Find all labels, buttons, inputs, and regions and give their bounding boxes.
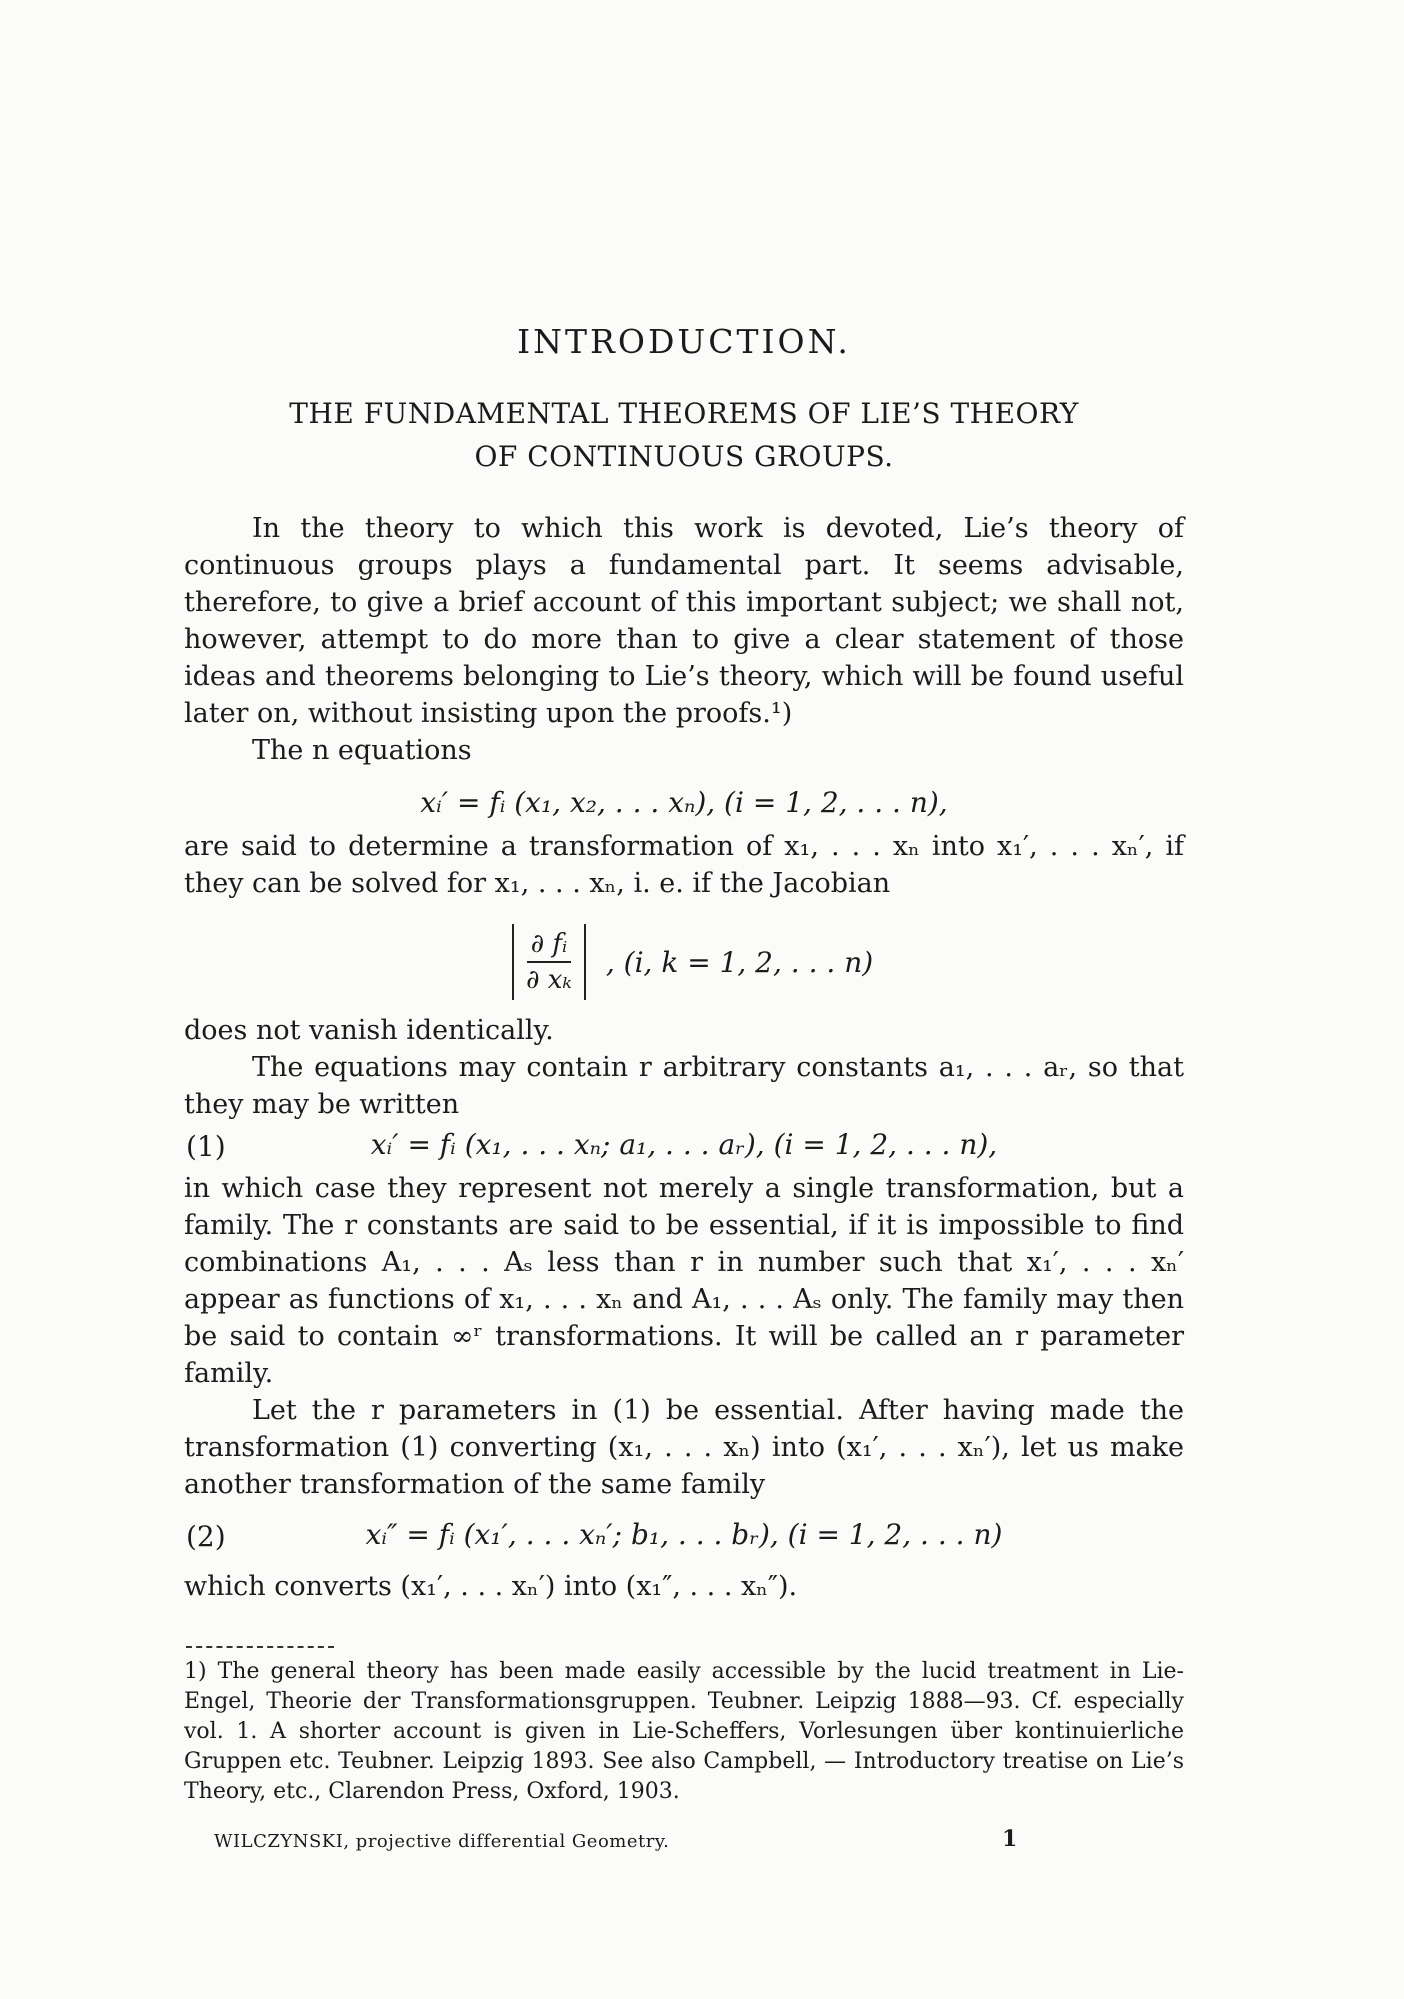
jacobian-denominator: ∂ xₖ bbox=[526, 965, 572, 995]
paragraph-5: The equations may contain r arbitrary constants a₁, . . . aᵣ, so that they may be written bbox=[184, 1052, 1184, 1120]
equation-2: xᵢ″ = fᵢ (x₁′, . . . xₙ′; b₁, . . . bᵣ), (i = 1, 2, . . . n) bbox=[365, 1518, 1003, 1551]
equation-1: xᵢ′ = fᵢ (x₁, . . . xₙ; a₁, . . . aᵣ), (i = 1, 2, . . . n), bbox=[370, 1128, 998, 1161]
paragraph-1: In the theory to which this work is devoted, Lie’s theory of continuous groups plays a fundamental part. It seems advisable, therefore, to give a brief account of this important subject; we shall not, however, attempt to do more than to give a clear statement of those ideas and theorems belonging to Lie’s theory, which will be found useful later on, without insisting upon the proofs.¹) bbox=[184, 513, 1184, 729]
paragraph-6: in which case they represent not merely a single transformation, but a family. The r constants are said to be essential, if it is impossible to find combinations A₁, . . . Aₛ less than r in number such that x₁′, . . . xₙ′ appear as functions of x₁, . . . xₙ and A₁, . . . Aₛ only. The family may then be said to contain ∞ʳ transformations. It will be called an r parameter family. bbox=[184, 1173, 1184, 1389]
equation-transformation: xᵢ′ = fᵢ (x₁, x₂, . . . xₙ), (i = 1, 2, . . . n), bbox=[420, 786, 948, 819]
jacobian-numerator: ∂ fᵢ bbox=[527, 927, 572, 963]
equation-number-1: (1) bbox=[186, 1130, 226, 1163]
jacobian-index-range: , (i, k = 1, 2, . . . n) bbox=[605, 945, 874, 979]
equation-number-2: (2) bbox=[186, 1520, 226, 1553]
chapter-subtitle bbox=[184, 392, 1184, 478]
subtitle-line-2: OF CONTINUOUS GROUPS. bbox=[474, 440, 894, 473]
jacobian-fraction bbox=[522, 927, 576, 997]
subtitle-line-1: THE FUNDAMENTAL THEOREMS OF LIE’S THEORY bbox=[289, 397, 1079, 430]
jacobian-determinant bbox=[512, 920, 873, 1004]
paragraph-2: The n equations bbox=[252, 735, 472, 766]
footnote-rule bbox=[186, 1646, 334, 1648]
footer-running-title: WILCZYNSKI, projective differential Geometry. bbox=[214, 1831, 670, 1852]
jacobian-bars bbox=[512, 924, 586, 1000]
paragraph-7: Let the r parameters in (1) be essential. After having made the transformation (1) converting (x₁, . . . xₙ) into (x₁′, . . . xₙ′), let us make another transformation of the same family bbox=[184, 1395, 1184, 1500]
paragraph-8: which converts (x₁′, . . . xₙ′) into (x₁″, . . . xₙ″). bbox=[184, 1571, 798, 1602]
footnote-1: 1) The general theory has been made easily accessible by the lucid treatment in Lie-Engel, Theorie der Transformationsgruppen. Teubner. Leipzig 1888—93. Cf. especially vol. 1. A shorter account is given in Lie-Scheffers, Vorlesungen über kontinuierliche Gruppen etc. Teubner. Leipzig 1893. See also Campbell, — Introductory treatise on Lie’s Theory, etc., Clarendon Press, Oxford, 1903. bbox=[184, 1659, 1184, 1804]
page-heading: INTRODUCTION. bbox=[517, 322, 851, 361]
page-number: 1 bbox=[1002, 1826, 1018, 1852]
paragraph-3: are said to determine a transformation of x₁, . . . xₙ into x₁′, . . . xₙ′, if they can be solved for x₁, . . . xₙ, i. e. if the Jacobian bbox=[184, 831, 1184, 899]
paragraph-4: does not vanish identically. bbox=[184, 1015, 554, 1046]
